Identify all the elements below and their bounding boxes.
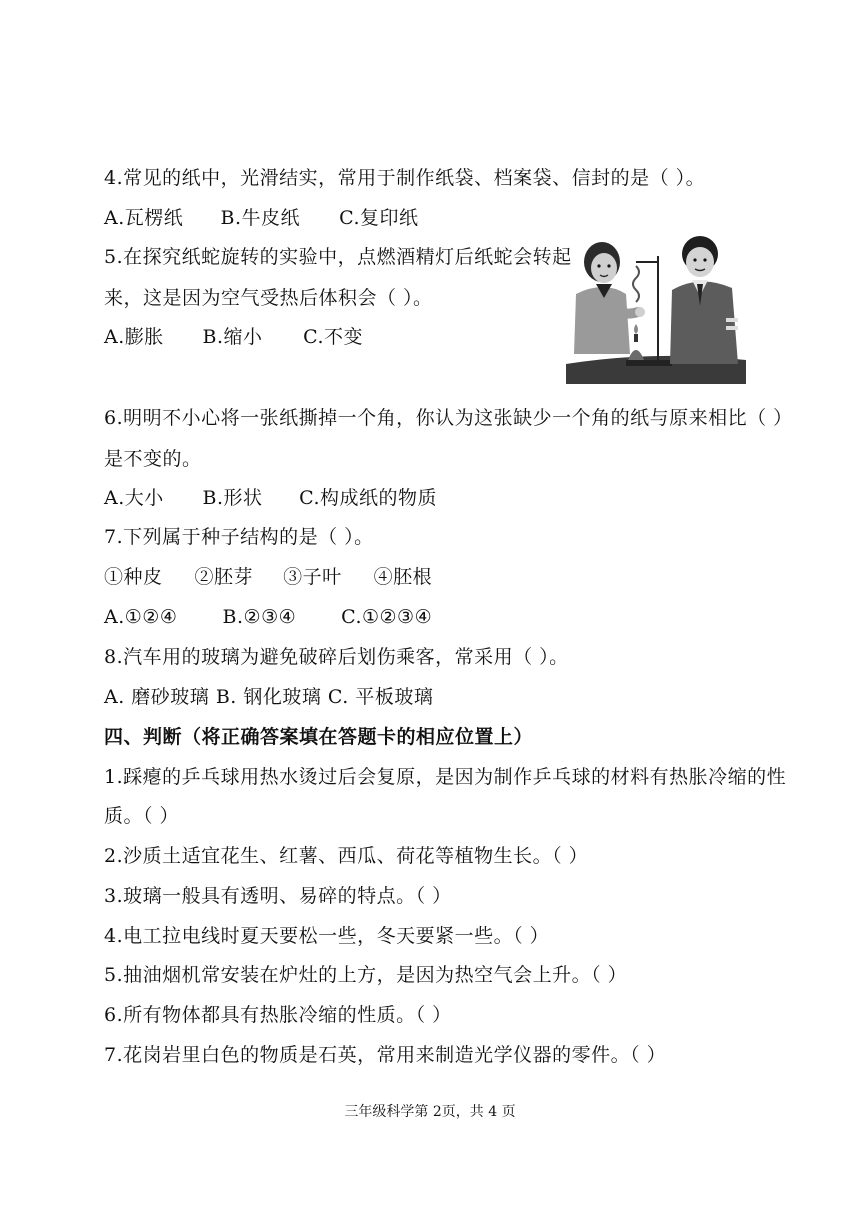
q5-stem-line1: 5.在探究纸蛇旋转的实验中，点燃酒精灯后纸蛇会转起 (104, 246, 572, 268)
judge-item-2: 2.沙质土适宜花生、红薯、西瓜、荷花等植物生长。（ ） (104, 845, 589, 867)
judge-item-1-line2: 质。（ ） (104, 805, 180, 827)
boy-figure (670, 236, 738, 364)
q6-options (104, 485, 437, 511)
q7-option-a: A.①②④ (104, 606, 178, 628)
q6-option-b: B.形状 (202, 487, 263, 509)
q7-option-b: B.②③④ (222, 606, 297, 628)
q7-parts (104, 564, 432, 590)
q5-stem-line2: 来，这是因为空气受热后体积会（ ）。 (104, 287, 433, 309)
section4-heading: 四、判断（将正确答案填在答题卡的相应位置上） (104, 726, 534, 748)
q4-option-b: B.牛皮纸 (220, 207, 301, 229)
q6-option-c: C.构成纸的物质 (299, 487, 437, 509)
q4-option-a: A.瓦楞纸 (104, 207, 184, 229)
q7-part-2: ②胚芽 (194, 566, 254, 588)
q7-option-c: C.①②③④ (341, 606, 433, 628)
judge-item-3: 3.玻璃一般具有透明、易碎的特点。（ ） (104, 885, 452, 907)
q4-stem: 4.常见的纸中，光滑结实，常用于制作纸袋、档案袋、信封的是（ ）。 (104, 167, 706, 189)
judge-item-7: 7.花岗岩里白色的物质是石英，常用来制造光学仪器的零件。（ ） (104, 1044, 667, 1066)
q6-option-a: A.大小 (104, 487, 164, 509)
q5-option-b: B.缩小 (202, 326, 263, 348)
q6-stem-line1: 6.明明不小心将一张纸撕掉一个角，你认为这张缺少一个角的纸与原来相比（ ） (104, 407, 793, 429)
q4-option-c: C.复印纸 (339, 207, 419, 229)
q5-options (104, 324, 363, 350)
q8-stem: 8.汽车用的玻璃为避免破碎后划伤乘客，常采用（ ）。 (104, 646, 569, 668)
judge-item-4: 4.电工拉电线时夏天要松一些，冬天要紧一些。（ ） (104, 925, 550, 947)
q7-options (104, 604, 432, 630)
q6-stem-line2: 是不变的。 (104, 448, 202, 470)
q8-options: A. 磨砂玻璃 B. 钢化玻璃 C. 平板玻璃 (104, 686, 434, 708)
experiment-illustration (566, 232, 746, 384)
q5-option-c: C.不变 (303, 326, 363, 348)
q4-options (104, 205, 419, 231)
q7-part-3: ③子叶 (283, 566, 342, 588)
q7-part-1: ①种皮 (104, 566, 163, 588)
q7-part-4: ④胚根 (373, 566, 433, 588)
judge-item-1-line1: 1.踩瘪的乒乓球用热水烫过后会复原，是因为制作乒乓球的材料有热胀冷缩的性 (104, 766, 787, 788)
q7-stem: 7.下列属于种子结构的是（ ）。 (104, 526, 374, 548)
judge-item-5: 5.抽油烟机常安装在炉灶的上方，是因为热空气会上升。（ ） (104, 964, 628, 986)
q5-option-a: A.膨胀 (104, 326, 164, 348)
judge-item-6: 6.所有物体都具有热胀冷缩的性质。（ ） (104, 1004, 452, 1026)
page-footer: 三年级科学第 2页，共 4 页 (344, 1104, 516, 1120)
